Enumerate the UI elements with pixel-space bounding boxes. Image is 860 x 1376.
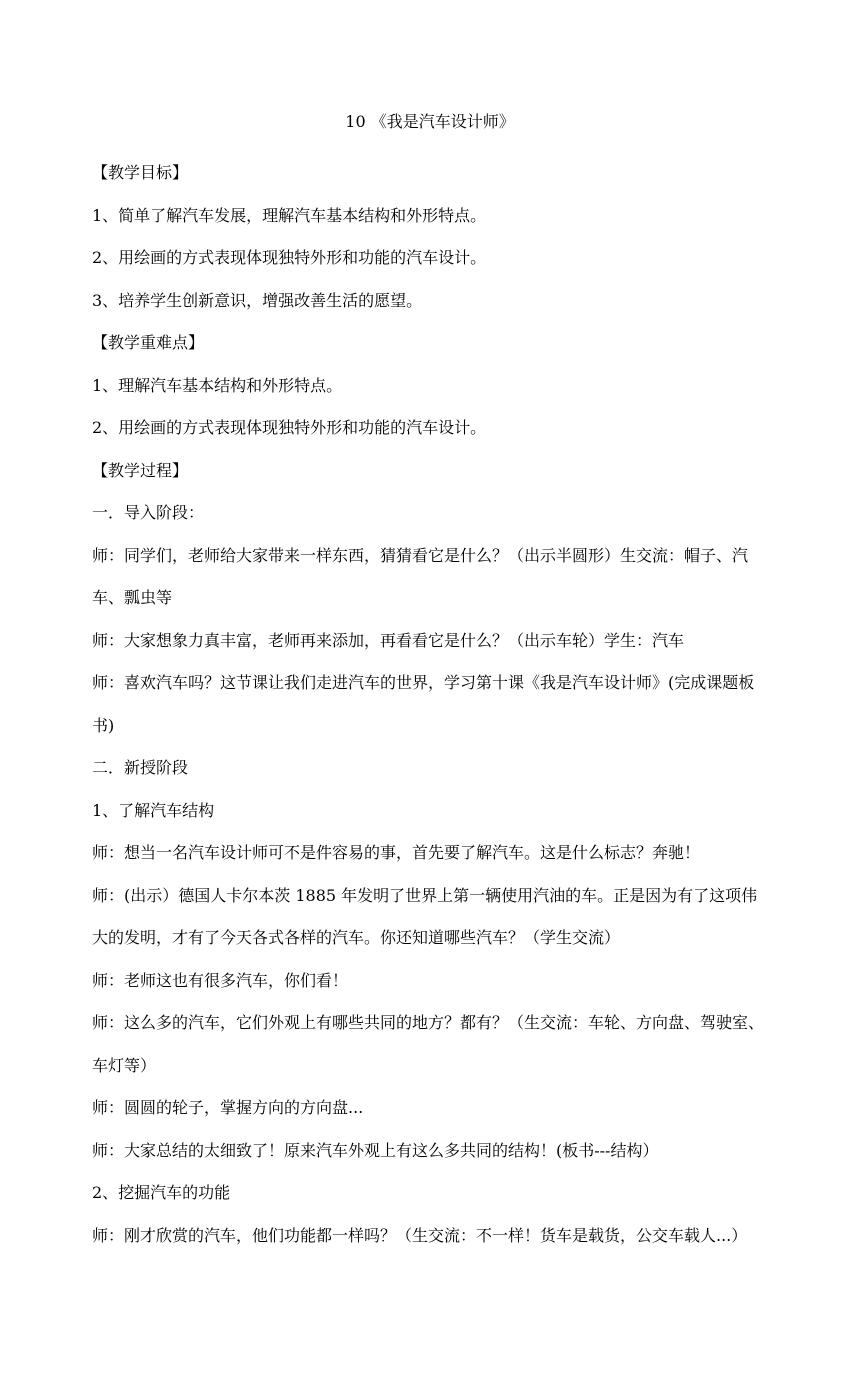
paragraph: 2、用绘画的方式表现体现独特外形和功能的汽车设计。 [92, 418, 487, 437]
paragraph: 师：(出示）德国人卡尔本茨 1885 年发明了世界上第一辆使用汽油的车。正是因为有了这项伟大的发明，才有了今天各式各样的汽车。你还知道哪些汽车？（学生交流） [92, 885, 758, 947]
document-body [92, 152, 772, 1257]
paragraph: 师：老师这也有很多汽车，你们看！ [92, 970, 349, 990]
paragraph: 3、培养学生创新意识，增强改善生活的愿望。 [92, 290, 423, 310]
heading-key-difficulties: 【教学重难点】 [92, 333, 205, 352]
paragraph: 师：刚才欣赏的汽车，他们功能都一样吗？（生交流：不一样！货车是载货，公交车载人...） [92, 1225, 748, 1245]
paragraph: 师：大家想象力真丰富，老师再来添加，再看看它是什么？（出示车轮）学生：汽车 [92, 630, 685, 650]
heading-teaching-goals: 【教学目标】 [92, 163, 189, 182]
paragraph: 师：圆圆的轮子，掌握方向的方向盘... [92, 1098, 364, 1117]
paragraph: 师：这么多的汽车，它们外观上有哪些共同的地方？都有？（生交流：车轮、方向盘、驾驶室、车灯等） [92, 1013, 765, 1075]
paragraph: 师：喜欢汽车吗？这节课让我们走进汽车的世界，学习第十课《我是汽车设计师》(完成课题板书) [92, 673, 755, 735]
subheading-car-structure: 1、了解汽车结构 [92, 800, 215, 820]
paragraph: 1、简单了解汽车发展，理解汽车基本结构和外形特点。 [92, 205, 487, 225]
paragraph: 师：同学们，老师给大家带来一样东西，猜猜看它是什么？（出示半圆形）生交流：帽子、汽车、瓢虫等 [92, 545, 749, 607]
paragraph: 2、用绘画的方式表现体现独特外形和功能的汽车设计。 [92, 248, 487, 267]
section-heading-new-lesson: 二．新授阶段 [92, 758, 189, 777]
subheading-car-functions: 2、挖掘汽车的功能 [92, 1183, 231, 1202]
heading-teaching-process: 【教学过程】 [92, 460, 189, 480]
paragraph: 师：想当一名汽车设计师可不是件容易的事，首先要了解汽车。这是什么标志？奔驰！ [92, 843, 701, 862]
paragraph: 师：大家总结的太细致了！原来汽车外观上有这么多共同的结构！(板书---结构） [92, 1140, 659, 1160]
document-title: 10 《我是汽车设计师》 [345, 112, 515, 131]
paragraph: 1、理解汽车基本结构和外形特点。 [92, 375, 343, 395]
section-heading-intro: 一．导入阶段： [92, 503, 205, 522]
